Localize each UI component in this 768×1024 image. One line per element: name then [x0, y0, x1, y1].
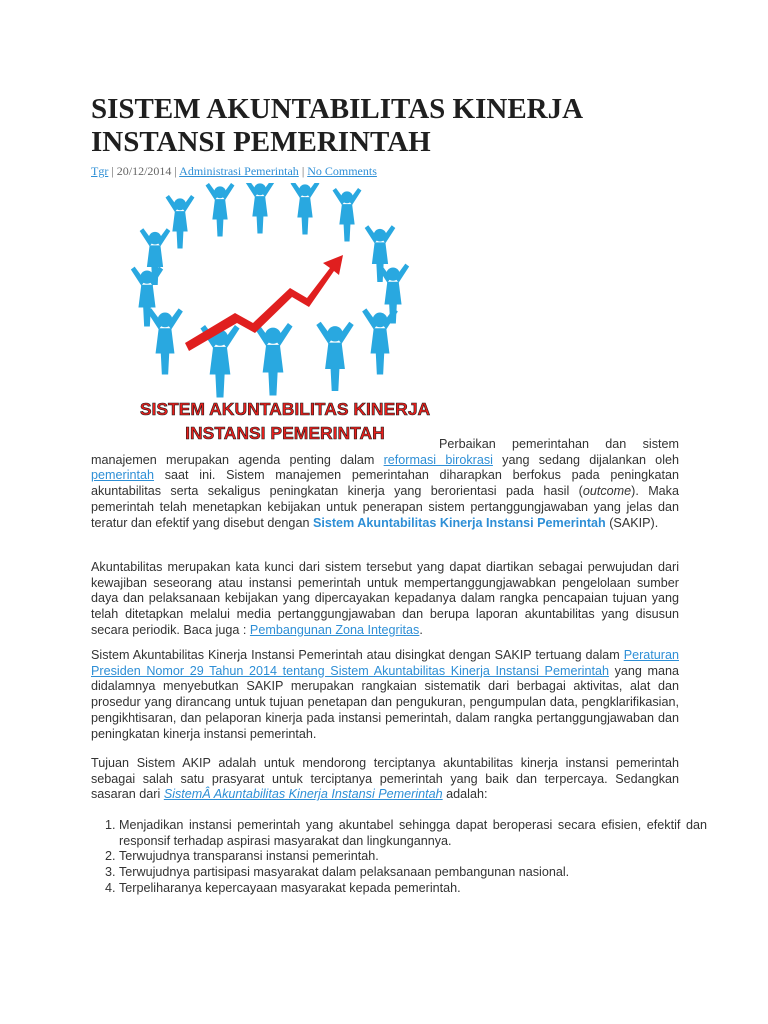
sakip-link[interactable]: SistemÂ Akuntabilitas Kinerja Instansi Pemerintah: [163, 787, 443, 802]
comments-link[interactable]: No Comments: [307, 164, 377, 178]
post-date: 20/12/2014: [116, 164, 172, 178]
paragraph-tujuan: Tujuan Sistem AKIP adalah untuk mendorong terciptanya akuntabilitas kinerja instansi pemerintah sebagai salah satu prasyarat untuk terciptanya pemerintah yang baik dan terpercaya. Sedangkan sasaran dari SistemÂ Akuntabilitas Kinerja Instansi Pemerintah adalah:: [91, 756, 679, 802]
sakip-emphasis: Sistem Akuntabilitas Kinerja Instansi Pemerintah: [312, 515, 606, 530]
author-link[interactable]: Tgr: [91, 164, 109, 178]
meta-separator: |: [298, 164, 308, 178]
hero-caption-line1: SISTEM AKUNTABILITAS KINERJA: [139, 399, 431, 419]
pemerintah-link[interactable]: pemerintah: [91, 468, 155, 483]
list-item: 2. Terwujudnya transparansi instansi pemerintah.: [119, 849, 707, 865]
reformasi-birokrasi-link[interactable]: reformasi birokrasi: [383, 452, 493, 467]
paragraph-intro: Perbaikan pemerintahan dan sistem manajemen merupakan agenda penting dalam reformasi birokrasi yang sedang dijalankan oleh pemerintah saat ini. Sistem manajemen pemerintahan diharapkan berfokus pada peningkatan akuntabilitas serta sekaligus peningkatan kinerja yang berorientasi pada hasil (outcome). Maka pemerintah telah menetapkan kebijakan untuk penerapan sistem pertanggungjawaban yang jelas dan teratur dan efektif yang disebut dengan Sistem Akuntabilitas Kinerja Instansi Pemerintah (SAKIP).: [91, 437, 679, 530]
paragraph-sakip-definition: Sistem Akuntabilitas Kinerja Instansi Pemerintah atau disingkat dengan SAKIP tertuang dalam Peraturan Presiden Nomor 29 Tahun 2014 tentang Sistem Akuntabilitas Kinerja Instansi Pemerintah yang mana didalamnya menyebutkan SAKIP merupakan rangkaian sistematik dari berbagai aktivitas, alat dan prosedur yang dirancang untuk tujuan penetapan dan pengukuran, pengumpulan data, pengklarifikasian, pengikhtisaran, dan pelaporan kinerja pada instansi pemerintah, dalam rangka pertanggungjawaban dan peningkatan kinerja instansi pemerintah.: [91, 648, 680, 741]
list-item: 1. Menjadikan instansi pemerintah yang akuntabel sehingga dapat beroperasi secara efisien, efektif dan responsif terhadap aspirasi masyarakat dan lingkungannya.: [119, 818, 707, 849]
list-item: 3. Terwujudnya partisipasi masyarakat dalam pelaksanaan pembangunan nasional.: [119, 865, 707, 881]
article-title: SISTEM AKUNTABILITAS KINERJA INSTANSI PEMERINTAH: [91, 93, 582, 158]
hero-image: [125, 183, 445, 448]
hero-caption-line2: INSTANSI PEMERINTAH: [185, 423, 385, 443]
people-circle-graphic: [131, 183, 409, 398]
perpres-link[interactable]: Peraturan Presiden Nomor 29 Tahun 2014 tentang Sistem Akuntabilitas Kinerja Instansi Pemerintah: [91, 648, 679, 678]
zona-integritas-link[interactable]: Pembangunan Zona Integritas: [249, 622, 420, 637]
list-item: 4. Terpeliharanya kepercayaan masyarakat kepada pemerintah.: [119, 881, 707, 897]
paragraph-akuntabilitas: Akuntabilitas merupakan kata kunci dari sistem tersebut yang dapat diartikan sebagai perwujudan dari kewajiban seseorang atau instansi pemerintah untuk mempertanggungjawabkan pengelolaan sumber daya dan pelaksanaan kebijakan yang dipercayakan kepadanya dalam rangka pencapaian tujuan yang telah ditetapkan melalui media pertanggungjawaban dan berupa laporan akuntabilitas yang disusun secara periodik. Baca juga : Pembangunan Zona Integritas.: [91, 560, 679, 637]
meta-separator: |: [171, 164, 180, 178]
sasaran-list: [91, 818, 707, 897]
category-link[interactable]: Administrasi Pemerintah: [179, 164, 299, 178]
article-meta: [91, 164, 377, 179]
meta-separator: |: [108, 164, 117, 178]
